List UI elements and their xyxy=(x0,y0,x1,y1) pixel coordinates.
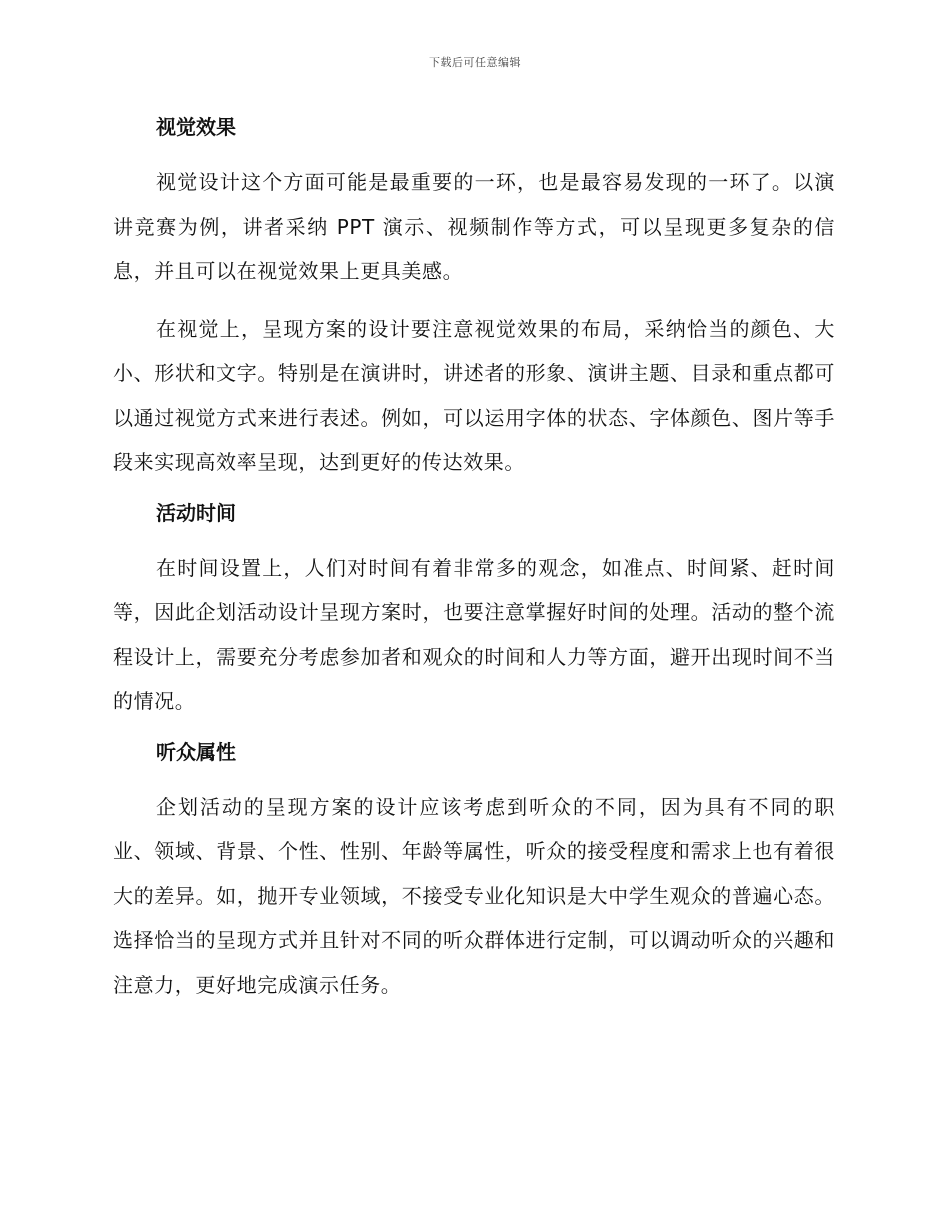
paragraph: 视觉设计这个方面可能是最重要的一环，也是最容易发现的一环了。以演讲竞赛为例，讲者采纳 PPT 演示、视频制作等方式，可以呈现更多复杂的信息，并且可以在视觉效果上更具美感。 xyxy=(113,170,835,283)
section-visual-effect xyxy=(113,112,835,485)
document-body xyxy=(113,112,835,1020)
paragraph: 在时间设置上，人们对时间有着非常多的观念，如准点、时间紧、赶时间等，因此企划活动设计呈现方案时，也要注意掌握好时间的处理。活动的整个流程设计上，需要充分考虑参加者和观众的时间和人力等方面，避开出现时间不当的情况。 xyxy=(113,555,835,713)
section-heading: 视觉效果 xyxy=(156,115,236,139)
page-header: 下载后可任意编辑 xyxy=(429,56,521,69)
section-audience-attributes xyxy=(113,737,835,1008)
section-heading: 听众属性 xyxy=(156,739,236,764)
section-heading: 活动时间 xyxy=(156,500,236,525)
paragraph: 企划活动的呈现方案的设计应该考虑到听众的不同，因为具有不同的职业、领域、背景、个性、性别、年龄等属性，听众的接受程度和需求上也有着很大的差异。如，抛开专业领域，不接受专业化知识是大中学生观众的普遍心态。选择恰当的呈现方式并且针对不同的听众群体进行定制，可以调动听众的兴趣和注意力，更好地完成演示任务。 xyxy=(113,794,835,997)
section-activity-time xyxy=(113,498,835,724)
paragraph: 在视觉上，呈现方案的设计要注意视觉效果的布局，采纳恰当的颜色、大小、形状和文字。特别是在演讲时，讲述者的形象、演讲主题、目录和重点都可以通过视觉方式来进行表述。例如，可以运用字体的状态、字体颜色、图片等手段来实现高效率呈现，达到更好的传达效果。 xyxy=(113,316,835,474)
